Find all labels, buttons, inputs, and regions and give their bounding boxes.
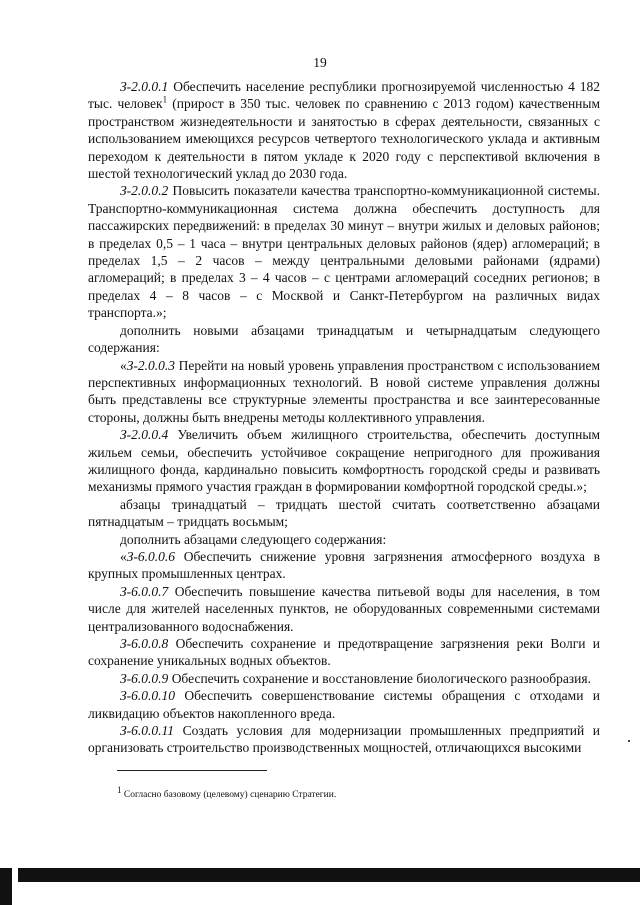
footnote-divider <box>117 770 267 771</box>
paragraph-3-2-0-0-1: З-2.0.0.1 Обеспечить население республики прогнозируемой численностью 4 182 тыс. человек$^1$ (прирост в 350 тыс. человек по сравнению с 2013 годом) качественным пространством жизнедеятельности и занятостью в сферах деятельности, связанных с использованием имеющихся ресурсов четвертого технологического уклада и активным переходом к деятельности в пятом укладе к 2020 году с перспективой включения в шестой технологический уклад до 2030 года. <box>88 79 601 182</box>
page-number: 19 <box>313 55 327 70</box>
paragraph-3-2-0-0-3: «З-2.0.0.3 Перейти на новый уровень управления пространством с использованием перспективных информационных технологий. В новой системе управления должны быть представлены все структурные элементы пространства и все заинтересованные стороны, должны быть внедрены методы коллективного управления. <box>88 357 600 425</box>
footnote-text: Согласно базовому (целевому) сценарию Стратегии. <box>121 790 337 800</box>
item-number: З-2.0.0.2 <box>120 183 169 199</box>
scan-edge-bottom <box>18 868 640 882</box>
paragraph-amendment-intro: дополнить новыми абзацами тринадцатым и четырнадцатым следующего содержания: <box>88 322 600 356</box>
item-number: З-6.0.0.9 <box>120 670 169 686</box>
item-number: З-6.0.0.8 <box>120 636 169 651</box>
document-body <box>88 78 600 757</box>
footnote-ref: 1 <box>162 94 168 105</box>
item-number: З-6.0.0.11 <box>120 723 175 739</box>
paragraph-3-2-0-0-2: З-2.0.0.2 Повысить показатели качества транспортно-коммуникационной системы. Транспортно-коммуникационная система должна обеспечить доступность для пассажирских передвижений: в пределах 30 минут – внутри жилых и деловых районов; в пределах 0,5 – 1 часа – внутри центральных деловых районов (ядер) агломераций; в пределах 1,5 – 2 часов – между центральными деловыми районами (ядрами) агломераций; в пределах 3 – 4 часов – с центрами агломераций соседних регионов; в пределах 4 – 8 часов – с Москвой и Санкт-Петербургом на различных видах транспорта.»; <box>88 183 600 321</box>
paragraph-3-6-0-0-7: З-6.0.0.7 Обеспечить повышение качества питьевой воды для населения, в том числе для жителей населенных пунктов, не оборудованных современными системами централизованного водоснабжения. <box>88 583 600 634</box>
item-number: З-2.0.0.3 <box>126 357 176 373</box>
paragraph-3-6-0-0-10: З-6.0.0.10 Обеспечить совершенствование системы обращения с отходами и ликвидацию объектов накопленного вреда. <box>88 688 600 721</box>
item-number: З-6.0.0.7 <box>120 583 169 599</box>
paragraph-renumbering: абзацы тринадцатый – тридцать шестой считать соответственно абзацами пятнадцатым – тридцать восьмым; <box>88 496 600 530</box>
scan-speck <box>628 740 630 742</box>
item-number: З-6.0.0.10 <box>120 688 176 704</box>
footnote-marker: 1 <box>117 784 122 795</box>
scan-edge-left <box>0 868 12 905</box>
paragraph-3-6-0-0-8: З-6.0.0.8 Обеспечить сохранение и предотвращение загрязнения реки Волги и сохранение уникальных водных объектов. <box>88 636 600 669</box>
paragraph-3-6-0-0-6: «З-6.0.0.6 Обеспечить снижение уровня загрязнения атмосферного воздуха в крупных промышленных центрах. <box>88 548 600 582</box>
footnote <box>117 784 597 801</box>
item-number: З-6.0.0.6 <box>126 548 176 564</box>
paragraph-supplement-intro: дополнить абзацами следующего содержания: <box>120 531 387 547</box>
paragraph-3-6-0-0-11: З-6.0.0.11 Создать условия для модернизации промышленных предприятий и организовать строительство производственных мощностей, отличающихся высокими <box>88 723 600 756</box>
paragraph-3-6-0-0-9: З-6.0.0.9 Обеспечить сохранение и восстановление биологического разнообразия. <box>120 670 591 686</box>
paragraph-3-2-0-0-4: З-2.0.0.4 Увеличить объем жилищного строительства, обеспечить доступным жильем семьи, обеспечить устойчивое сокращение непригодного для проживания жилищного фонда, кардинально повысить комфортность городской среды и развивать механизмы прямого участия граждан в формировании комфортной городской среды.»; <box>88 427 600 495</box>
item-number: З-2.0.0.1 <box>120 79 169 94</box>
item-number: З-2.0.0.4 <box>120 427 169 443</box>
